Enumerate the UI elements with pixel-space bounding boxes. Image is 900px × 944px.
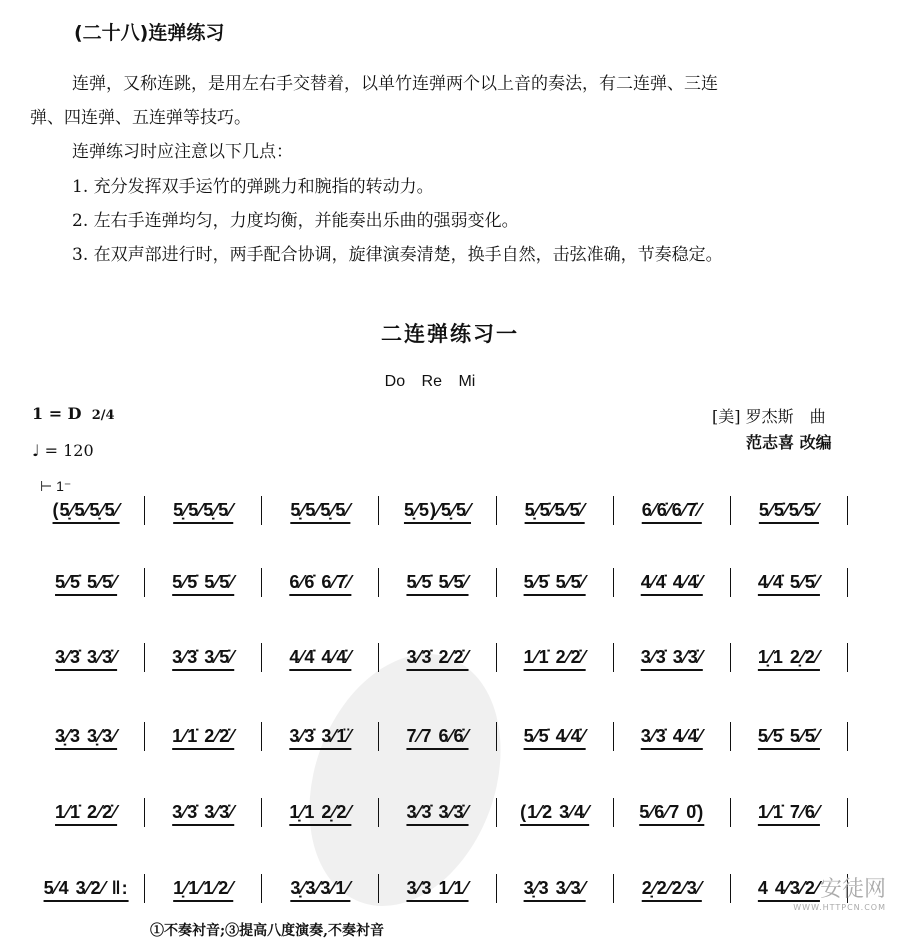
- paragraph-1: 连弹，又称连跳，是用左右手交替着，以单竹连弹两个以上音的奏法，有二连弹、三连: [72, 74, 718, 94]
- measure: 5⁄5̇ 5⁄5̇⁄: [145, 568, 262, 597]
- key: 1 = D: [32, 404, 82, 423]
- measure: 4⁄4̇ 4⁄4̇⁄: [262, 643, 379, 672]
- measure: 1⁄1̇ 2⁄2̇⁄: [28, 798, 145, 827]
- measure: 1̣⁄1 2̣⁄2⁄: [262, 798, 379, 827]
- measure: 3̣⁄3 3̣⁄3⁄: [28, 722, 145, 751]
- measure: 3⁄3̇ 4⁄4̇⁄: [614, 722, 731, 751]
- list-item: 2. 左右手连弹均匀，力度均衡，并能奏出乐曲的强弱变化。: [72, 211, 519, 231]
- measure: 3⁄3̇ 3⁄5̇⁄: [145, 643, 262, 672]
- measure: 5̣⁄5)⁄5̣⁄5⁄: [379, 496, 496, 525]
- measure: 4⁄4̇ 5⁄5̇⁄: [731, 568, 848, 597]
- measure: 3⁄3̇ 2⁄2̇⁄: [379, 643, 496, 672]
- score-row: [28, 868, 848, 908]
- measure: 1⁄1̇ 2⁄2̇⁄: [497, 643, 614, 672]
- measure: 7⁄7 6⁄6̇⁄: [379, 722, 496, 751]
- measure: 3̣⁄3 3⁄3⁄: [497, 874, 614, 903]
- time-signature: 2/4: [91, 408, 115, 423]
- measure: 5̣⁄5⁄5̣⁄5⁄: [262, 496, 379, 525]
- measure: 5⁄5̇ 5⁄5̇⁄: [28, 568, 145, 597]
- measure: (1⁄2 3⁄4⁄: [497, 798, 614, 827]
- measure: 3⁄3 1⁄1⁄: [379, 874, 496, 903]
- measure: 5⁄5̇⁄5⁄5̇⁄: [731, 496, 848, 525]
- composer: [美] 罗杰斯 曲: [712, 407, 826, 426]
- measure: 5⁄5̇ 4⁄4̇⁄: [497, 722, 614, 751]
- tempo: ♩ = 120: [32, 441, 94, 460]
- list-item: 3. 在双声部进行时，两手配合协调，旋律演奏清楚，换手自然，击弦准确，节奏稳定。: [72, 245, 723, 265]
- measure: 5⁄5̇ 5⁄5̇⁄: [731, 722, 848, 751]
- measure: (5̣⁄5⁄5̣⁄5⁄: [28, 496, 145, 525]
- measure: 6⁄6̇ 6⁄7̇⁄: [262, 568, 379, 597]
- measure: 3⁄3̇ 3⁄3̇⁄: [379, 798, 496, 827]
- measure: 5⁄5̇ 5⁄5̇⁄: [379, 568, 496, 597]
- measure: 5̣⁄5̇⁄5⁄5̇⁄: [497, 496, 614, 525]
- score-row: [28, 562, 848, 602]
- score-row: [28, 490, 848, 530]
- score-row: [28, 716, 848, 756]
- measure: 4 4⁄3⁄2⁄: [731, 874, 848, 903]
- exercise-title: 二连弹练习一: [381, 322, 519, 346]
- paragraph-2: 连弹练习时应注意以下几点：: [72, 142, 293, 162]
- footnote: ①不奏衬音;③提高八度演奏,不奏衬音: [150, 923, 385, 939]
- measure: 4⁄4̇ 4⁄4̇⁄: [614, 568, 731, 597]
- watermark-url: WWW.HTTPCN.COM: [793, 903, 886, 912]
- measure: 1⁄1̇ 2⁄2̇⁄: [145, 722, 262, 751]
- measure: 5̣⁄5⁄5̣⁄5⁄: [145, 496, 262, 525]
- list-item: 1. 充分发挥双手运竹的弹跳力和腕指的转动力。: [72, 177, 434, 197]
- measure: 1̣⁄1⁄1⁄2⁄: [145, 874, 262, 903]
- measure: 3⁄3̇ 3⁄1̈⁄: [262, 722, 379, 751]
- measure: 1⁄1̇ 7⁄6⁄: [731, 798, 848, 827]
- measure: 2̣⁄2⁄2⁄3⁄: [614, 874, 731, 903]
- measure: 1̣⁄1 2̣⁄2⁄: [731, 643, 848, 672]
- watermark-logo: [793, 872, 886, 912]
- paragraph-1-cont: 弹、四连弹、五连弹等技巧。: [30, 108, 251, 128]
- watermark-name: 安徒网: [819, 877, 886, 902]
- measure: 3̣⁄3⁄3⁄1⁄: [262, 874, 379, 903]
- score-row: [28, 637, 848, 677]
- measure: 3⁄3̇ 3⁄3̇⁄: [28, 643, 145, 672]
- score-row: [28, 792, 848, 832]
- measure: 5⁄4 3⁄2⁄ ‖:: [28, 874, 145, 903]
- key-signature: [32, 404, 115, 423]
- measure: 6⁄6̇⁄6⁄7̇⁄: [614, 496, 731, 525]
- measure: 3⁄3̇ 3⁄3̇⁄: [614, 643, 731, 672]
- fingering-marks: ⊢ 1⁻: [40, 478, 72, 494]
- measure: 5⁄6⁄7 0̑): [614, 798, 731, 827]
- arranger: 范志喜 改编: [746, 433, 832, 452]
- section-heading: (二十八)连弹练习: [74, 22, 225, 44]
- measure: 3⁄3̇ 3⁄3̇⁄: [145, 798, 262, 827]
- song-title: Do Re Mi: [384, 373, 476, 390]
- measure: 5⁄5̇ 5⁄5̇⁄: [497, 568, 614, 597]
